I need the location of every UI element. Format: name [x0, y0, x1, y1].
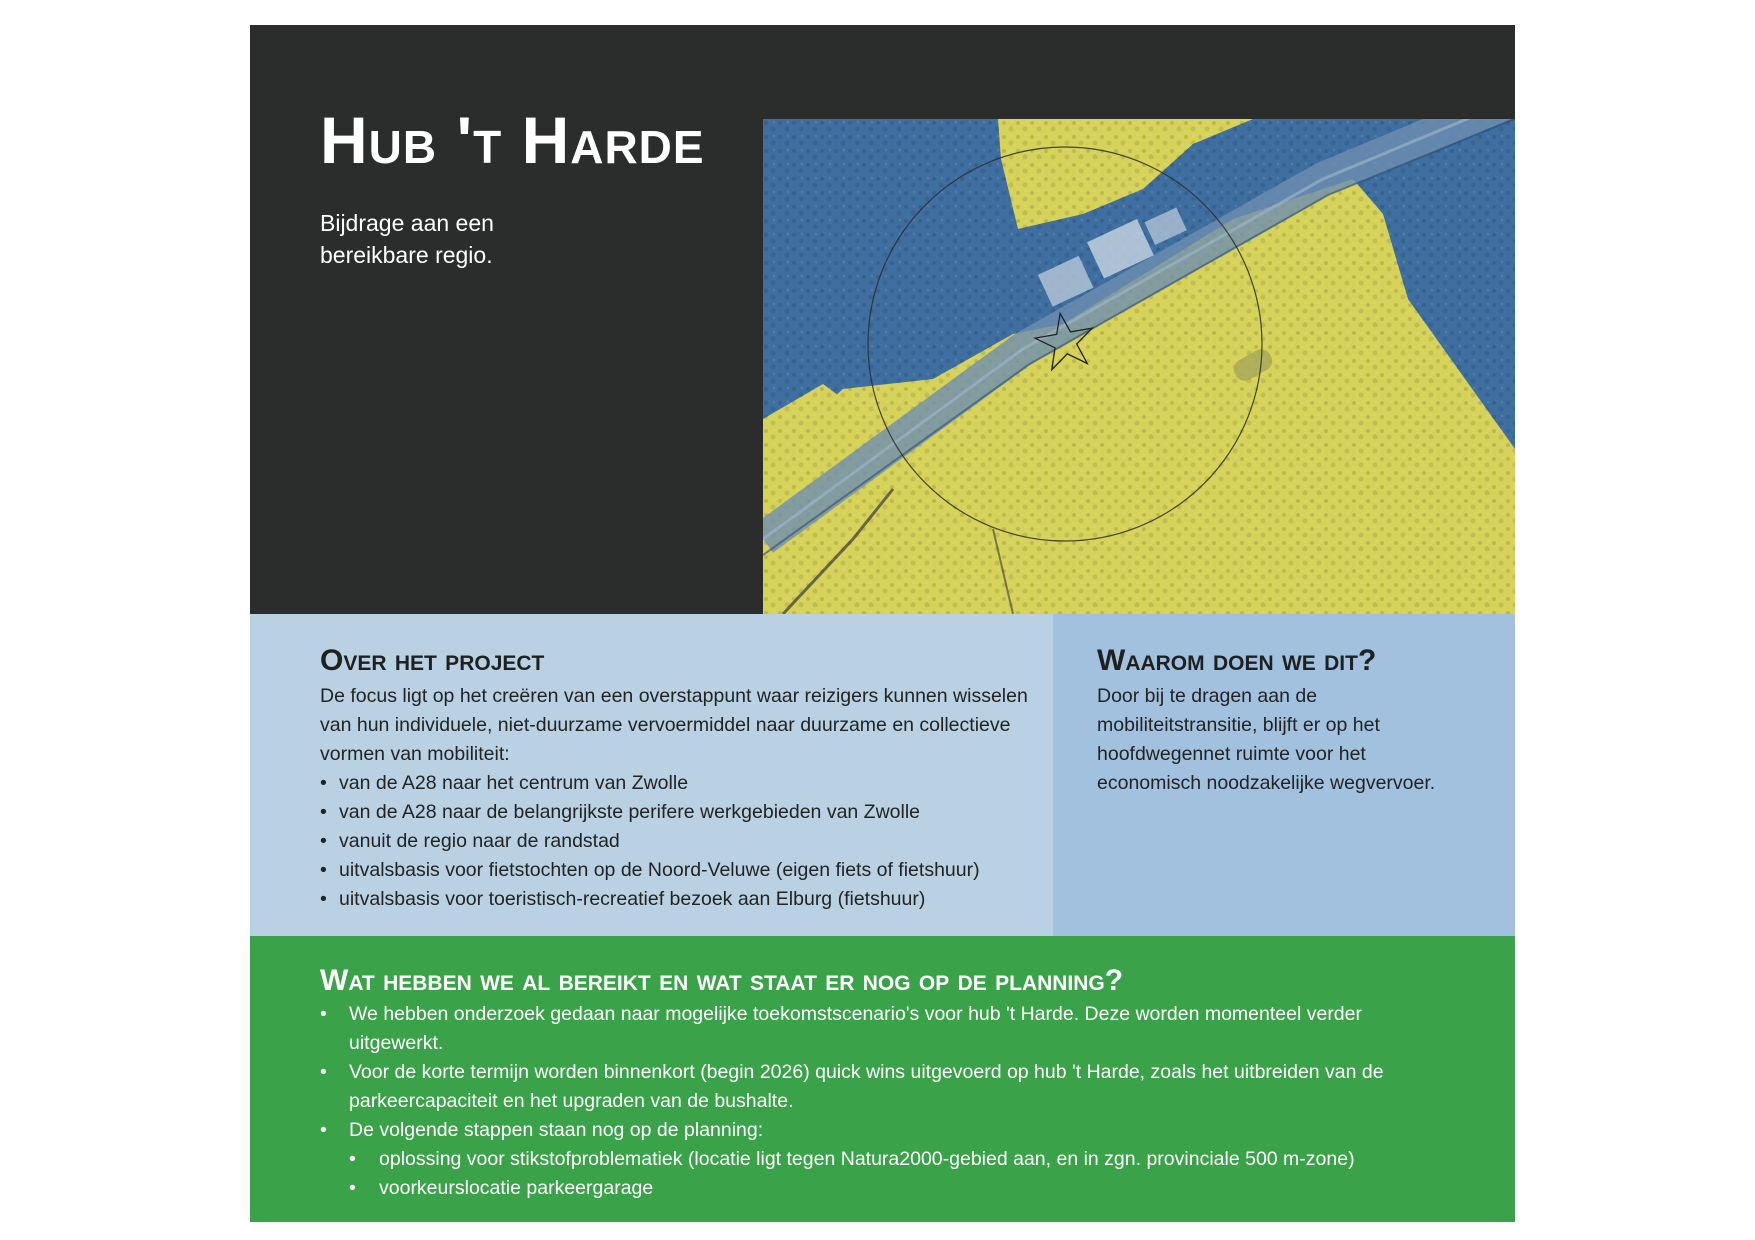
waarom-text: Door bij te dragen aan de mobiliteitstransitie, blijft er op het hoofdwegennet ruimte voor het economisch noodzakelijke wegvervoer. [1097, 685, 1436, 794]
list-item: • We hebben onderzoek gedaan naar mogelijke toekomstscenario's voor hub 't Harde. Deze worden momenteel verder uitgewerkt. [320, 1000, 1460, 1058]
over-het-project-section [250, 614, 1053, 936]
list-item-with-subitems [320, 1116, 1460, 1203]
over-het-project-intro: De focus ligt op het creëren van een overstappunt waar reizigers kunnen wisselen van hun individuele, niet-duurzame vervoermiddel naar duurzame en collectieve vormen van mobiliteit: [320, 685, 1028, 765]
bereikt-sublist [349, 1145, 1460, 1203]
list-item: • uitvalsbasis voor fietstochten op de Noord-Veluwe (eigen fiets of fietshuur) [320, 856, 1045, 885]
aerial-map [763, 119, 1515, 614]
header-panel [250, 25, 1515, 614]
list-item: • van de A28 naar het centrum van Zwolle [320, 769, 1045, 798]
page-subtitle: Bijdrage aan een bereikbare regio. [320, 210, 494, 268]
poster [250, 25, 1515, 1222]
sublist-item: • oplossing voor stikstofproblematiek (locatie ligt tegen Natura2000-gebied aan, en in zgn. provinciale 500 m-zone) [349, 1145, 1460, 1174]
list-item: • van de A28 naar de belangrijkste perifere werkgebieden van Zwolle [320, 798, 1045, 827]
waarom-section [1053, 614, 1515, 936]
list-item: • vanuit de regio naar de randstad [320, 827, 1045, 856]
list-item: • Voor de korte termijn worden binnenkort (begin 2026) quick wins uitgevoerd op hub 't Harde, zoals het uitbreiden van de parkeercapaciteit en het upgraden van de bushalte. [320, 1058, 1460, 1116]
bereikt-section [250, 936, 1515, 1222]
over-het-project-list [320, 769, 1045, 914]
list-item-label: De volgende stappen staan nog op de planning: [349, 1119, 764, 1141]
bereikt-heading: Wat hebben we al bereikt en wat staat er nog op de planning? [320, 964, 1124, 997]
info-band [250, 614, 1515, 936]
over-het-project-heading: Over het project [320, 644, 545, 677]
page-title: Hub 't Harde [320, 103, 705, 177]
waarom-heading: Waarom doen we dit? [1097, 644, 1377, 677]
bereikt-list [320, 1000, 1460, 1203]
list-item: • uitvalsbasis voor toeristisch-recreatief bezoek aan Elburg (fietshuur) [320, 885, 1045, 914]
sublist-item: • voorkeurslocatie parkeergarage [349, 1174, 1460, 1203]
